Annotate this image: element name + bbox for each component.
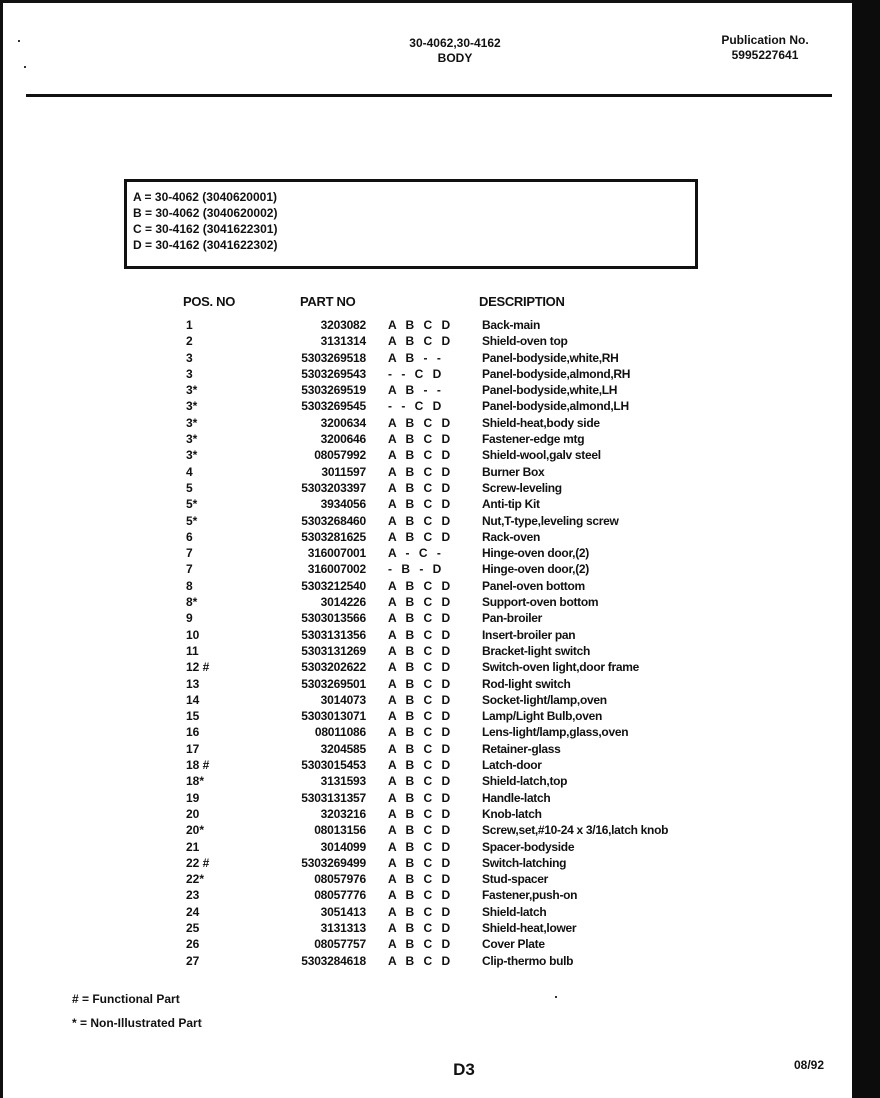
pos-cell: 14 — [186, 692, 200, 707]
part-number-cell: 5303203397 — [301, 480, 366, 495]
table-row — [0, 398, 880, 414]
part-number-cell: 5303013566 — [301, 611, 366, 626]
models-cell: A B C D — [388, 611, 452, 626]
part-number-cell: 08013156 — [314, 823, 366, 838]
table-row — [0, 561, 880, 577]
table-row — [0, 513, 880, 529]
table-row — [0, 627, 880, 643]
pos-cell: 26 — [186, 937, 200, 952]
description-cell: Shield-latch — [482, 904, 547, 919]
description-cell: Cover Plate — [482, 937, 545, 952]
table-row — [0, 757, 880, 773]
pos-cell: 7 — [186, 546, 193, 561]
part-number-cell: 316007002 — [307, 562, 366, 577]
part-number-cell: 5303281625 — [301, 529, 366, 544]
models-cell: A B C D — [388, 513, 452, 528]
pos-cell: 3 — [186, 366, 193, 381]
table-row — [0, 806, 880, 822]
models-cell: A B C D — [388, 774, 452, 789]
part-number-cell: 5303269543 — [301, 366, 366, 381]
part-number-cell: 08057976 — [314, 872, 366, 887]
part-number-cell: 08057757 — [314, 937, 366, 952]
table-row — [0, 529, 880, 545]
pos-cell: 16 — [186, 725, 200, 740]
table-row — [0, 953, 880, 969]
pos-cell: 18* — [186, 774, 205, 789]
pos-cell: 17 — [186, 741, 200, 756]
table-row — [0, 855, 880, 871]
models-cell: A B C D — [388, 872, 452, 887]
part-number-cell: 3200646 — [320, 432, 366, 447]
description-cell: Lamp/Light Bulb,oven — [482, 709, 602, 724]
table-row — [0, 333, 880, 349]
description-cell: Nut,T-type,leveling screw — [482, 513, 619, 528]
pos-cell: 3* — [186, 415, 198, 430]
models-cell: A B C D — [388, 806, 452, 821]
models-cell: A B C D — [388, 643, 452, 658]
models-cell: A B - - — [388, 350, 442, 365]
description-cell: Switch-latching — [482, 855, 567, 870]
section-title: BODY — [437, 51, 473, 65]
description-cell: Anti-tip Kit — [482, 497, 540, 512]
pos-cell: 3 — [186, 350, 193, 365]
part-number-cell: 5303131269 — [301, 643, 366, 658]
part-number-cell: 5303269501 — [301, 676, 366, 691]
models-cell: A B - - — [388, 383, 442, 398]
models-cell: A B C D — [388, 692, 452, 707]
table-row — [0, 871, 880, 887]
pos-cell: 27 — [186, 953, 200, 968]
models-cell: A B C D — [388, 823, 452, 838]
legend-item: B = 30-4062 (3040620002) — [133, 206, 278, 220]
column-header-pos: POS. NO — [183, 294, 236, 309]
table-row — [0, 741, 880, 757]
table-row — [0, 887, 880, 903]
part-number-cell: 3131593 — [320, 774, 366, 789]
models-cell: A - C - — [388, 546, 442, 561]
description-cell: Retainer-glass — [482, 741, 561, 756]
models-cell: - - C D — [388, 366, 443, 381]
pos-cell: 7 — [186, 562, 193, 577]
table-row — [0, 317, 880, 333]
part-number-cell: 5303015453 — [301, 758, 366, 773]
pos-cell: 3* — [186, 432, 198, 447]
publication-number: 5995227641 — [731, 48, 799, 62]
description-cell: Burner Box — [482, 464, 545, 479]
table-row — [0, 350, 880, 366]
pos-cell: 11 — [186, 643, 199, 658]
models-cell: A B C D — [388, 660, 452, 675]
part-number-cell: 08057776 — [314, 888, 366, 903]
description-cell: Panel-bodyside,almond,LH — [482, 399, 629, 414]
scan-speck — [555, 996, 557, 998]
table-row — [0, 496, 880, 512]
description-cell: Shield-heat,lower — [482, 920, 577, 935]
legend-item: D = 30-4162 (3041622302) — [133, 238, 278, 252]
part-number-cell: 3011597 — [321, 464, 366, 479]
description-cell: Fastener-edge mtg — [482, 432, 585, 447]
description-cell: Shield-oven top — [482, 334, 568, 349]
part-number-cell: 5303269545 — [301, 399, 366, 414]
pos-cell: 20* — [186, 823, 205, 838]
description-cell: Screw,set,#10-24 x 3/16,latch knob — [482, 823, 669, 838]
pos-cell: 8 — [186, 578, 193, 593]
table-row — [0, 708, 880, 724]
part-number-cell: 5303212540 — [301, 578, 366, 593]
part-number-cell: 3131314 — [320, 334, 366, 349]
revision-date: 08/92 — [794, 1058, 825, 1072]
part-number-cell: 3051413 — [320, 904, 366, 919]
models-cell: A B C D — [388, 432, 452, 447]
pos-cell: 18 # — [186, 758, 210, 773]
scan-speck — [24, 66, 26, 68]
models-cell: A B C D — [388, 888, 452, 903]
pos-cell: 4 — [186, 464, 193, 479]
models-cell: A B C D — [388, 464, 452, 479]
description-cell: Shield-wool,galv steel — [482, 448, 601, 463]
part-number-cell: 3014099 — [320, 839, 366, 854]
description-cell: Bracket-light switch — [482, 643, 591, 658]
part-number-cell: 5303013071 — [301, 709, 366, 724]
models-cell: A B C D — [388, 595, 452, 610]
models-cell: A B C D — [388, 709, 452, 724]
part-number-cell: 3203082 — [320, 318, 366, 332]
models-cell: A B C D — [388, 318, 452, 332]
part-number-cell: 3200634 — [320, 415, 366, 430]
table-row — [0, 839, 880, 855]
pos-cell: 1 — [186, 318, 193, 332]
pos-cell: 19 — [186, 790, 200, 805]
legend-item: A = 30-4062 (3040620001) — [133, 190, 277, 204]
table-row — [0, 610, 880, 626]
table-row — [0, 415, 880, 431]
part-number-cell: 08011086 — [314, 725, 366, 740]
scan-edge-top — [0, 0, 880, 3]
description-cell: Spacer-bodyside — [482, 839, 575, 854]
table-row — [0, 480, 880, 496]
description-cell: Socket-light/lamp,oven — [482, 692, 607, 707]
part-number-cell: 5303202622 — [301, 660, 366, 675]
table-row — [0, 904, 880, 920]
pos-cell: 8* — [186, 595, 198, 610]
parts-list — [0, 317, 880, 969]
header-rule — [26, 94, 832, 97]
pos-cell: 5 — [186, 480, 193, 495]
part-number-cell: 08057992 — [314, 448, 366, 463]
pos-cell: 2 — [186, 334, 193, 349]
description-cell: Clip-thermo bulb — [482, 953, 574, 968]
part-number-cell: 5303269519 — [301, 383, 366, 398]
description-cell: Hinge-oven door,(2) — [482, 546, 589, 561]
pos-cell: 9 — [186, 611, 193, 626]
legend-item: C = 30-4162 (3041622301) — [133, 222, 278, 236]
table-row — [0, 773, 880, 789]
table-row — [0, 578, 880, 594]
pos-cell: 6 — [186, 529, 193, 544]
models-cell: A B C D — [388, 855, 452, 870]
pos-cell: 3* — [186, 399, 198, 414]
part-number-cell: 3203216 — [320, 806, 366, 821]
description-cell: Insert-broiler pan — [482, 627, 576, 642]
description-cell: Panel-bodyside,white,RH — [482, 350, 619, 365]
pos-cell: 21 — [186, 839, 200, 854]
description-cell: Lens-light/lamp,glass,oven — [482, 725, 629, 740]
part-number-cell: 5303268460 — [301, 513, 366, 528]
table-row — [0, 447, 880, 463]
table-row — [0, 464, 880, 480]
pos-cell: 23 — [186, 888, 200, 903]
column-header-part: PART NO — [300, 294, 356, 309]
models-cell: A B C D — [388, 627, 452, 642]
models-cell: A B C D — [388, 937, 452, 952]
part-number-cell: 3204585 — [320, 741, 366, 756]
pos-cell: 5* — [186, 513, 198, 528]
models-cell: - - C D — [388, 399, 443, 414]
models-cell: - B - D — [388, 562, 443, 577]
pos-cell: 3* — [186, 448, 198, 463]
description-cell: Rack-oven — [482, 529, 540, 544]
part-number-cell: 316007001 — [307, 546, 366, 561]
models-cell: A B C D — [388, 676, 452, 691]
models-cell: A B C D — [388, 529, 452, 544]
page-header-center — [360, 36, 550, 66]
footnote-non-illustrated: * = Non-Illustrated Part — [72, 1016, 202, 1030]
table-row — [0, 920, 880, 936]
table-row — [0, 790, 880, 806]
part-number-cell: 3014226 — [320, 595, 366, 610]
part-number-cell: 5303269518 — [301, 350, 366, 365]
models-cell: A B C D — [388, 725, 452, 740]
pos-cell: 22 # — [186, 855, 210, 870]
models-cell: A B C D — [388, 790, 452, 805]
table-row — [0, 724, 880, 740]
table-row — [0, 659, 880, 675]
pos-cell: 12 # — [186, 660, 210, 675]
publication-label: Publication No. — [721, 33, 809, 47]
models-line: 30-4062,30-4162 — [409, 36, 501, 50]
table-row — [0, 676, 880, 692]
table-row — [0, 382, 880, 398]
models-cell: A B C D — [388, 497, 452, 512]
pos-cell: 3* — [186, 383, 198, 398]
table-row — [0, 692, 880, 708]
description-cell: Shield-heat,body side — [482, 415, 600, 430]
description-cell: Latch-door — [482, 758, 542, 773]
description-cell: Rod-light switch — [482, 676, 571, 691]
pos-cell: 13 — [186, 676, 200, 691]
description-cell: Support-oven bottom — [482, 595, 599, 610]
pos-cell: 5* — [186, 497, 198, 512]
description-cell: Back-main — [482, 318, 540, 332]
model-legend-box — [124, 179, 698, 269]
pos-cell: 24 — [186, 904, 200, 919]
models-cell: A B C D — [388, 839, 452, 854]
pos-cell: 25 — [186, 920, 200, 935]
description-cell: Screw-leveling — [482, 480, 562, 495]
part-number-cell: 5303269499 — [301, 855, 366, 870]
table-row — [0, 431, 880, 447]
models-cell: A B C D — [388, 415, 452, 430]
part-number-cell: 5303284618 — [301, 953, 366, 968]
pos-cell: 20 — [186, 806, 200, 821]
table-row — [0, 643, 880, 659]
page-number: D3 — [453, 1060, 475, 1079]
table-row — [0, 366, 880, 382]
models-cell: A B C D — [388, 953, 452, 968]
description-cell: Shield-latch,top — [482, 774, 568, 789]
description-cell: Panel-bodyside,almond,RH — [482, 366, 631, 381]
description-cell: Hinge-oven door,(2) — [482, 562, 589, 577]
description-cell: Panel-bodyside,white,LH — [482, 383, 618, 398]
table-row — [0, 822, 880, 838]
models-cell: A B C D — [388, 904, 452, 919]
column-header-description: DESCRIPTION — [479, 294, 565, 309]
table-row — [0, 594, 880, 610]
models-cell: A B C D — [388, 448, 452, 463]
models-cell: A B C D — [388, 578, 452, 593]
pos-cell: 10 — [186, 627, 200, 642]
scan-speck — [18, 40, 20, 42]
part-number-cell: 3131313 — [320, 920, 366, 935]
description-cell: Panel-oven bottom — [482, 578, 585, 593]
table-row — [0, 545, 880, 561]
models-cell: A B C D — [388, 741, 452, 756]
models-cell: A B C D — [388, 920, 452, 935]
models-cell: A B C D — [388, 758, 452, 773]
description-cell: Switch-oven light,door frame — [482, 660, 639, 675]
models-cell: A B C D — [388, 480, 452, 495]
part-number-cell: 5303131357 — [301, 790, 366, 805]
part-number-cell: 3934056 — [320, 497, 366, 512]
footnote-functional: # = Functional Part — [72, 992, 180, 1006]
description-cell: Pan-broiler — [482, 611, 543, 626]
part-number-cell: 5303131356 — [301, 627, 366, 642]
publication-info — [700, 33, 830, 63]
description-cell: Stud-spacer — [482, 872, 549, 887]
part-number-cell: 3014073 — [320, 692, 366, 707]
table-row — [0, 936, 880, 952]
models-cell: A B C D — [388, 334, 452, 349]
description-cell: Fastener,push-on — [482, 888, 578, 903]
description-cell: Knob-latch — [482, 806, 542, 821]
pos-cell: 22* — [186, 872, 205, 887]
pos-cell: 15 — [186, 709, 200, 724]
description-cell: Handle-latch — [482, 790, 551, 805]
